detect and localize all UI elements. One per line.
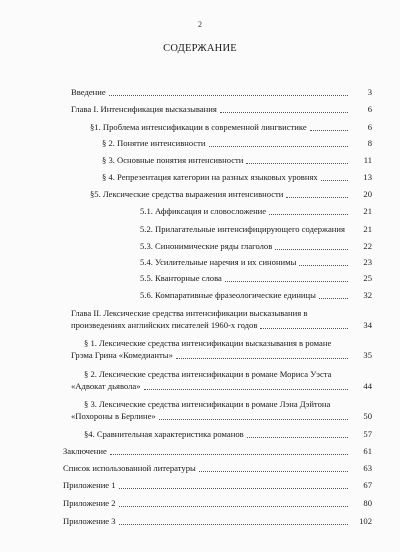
- toc-entry: [0, 479, 400, 491]
- leader-dots: [310, 130, 348, 131]
- leader-dots: [176, 358, 348, 359]
- toc-entry-page: 32: [363, 290, 372, 300]
- leader-dots: [246, 163, 348, 164]
- toc-entry: [0, 171, 400, 183]
- toc-entry-page: 44: [363, 381, 372, 391]
- toc-entry-page: 22: [363, 241, 372, 251]
- toc-entry-title: 5.3. Синонимические ряды глаголов: [140, 241, 273, 251]
- toc-entry-title: § 3. Основные понятия интенсивности: [102, 155, 244, 165]
- page-number: 2: [198, 20, 202, 29]
- toc-entry-title: 5.1. Аффиксация и словосложение: [140, 206, 267, 216]
- toc-entry-title: Глава II. Лексические средства интенсификации высказывания в: [71, 308, 308, 318]
- toc-entry: [0, 121, 400, 133]
- toc-entry-title: Заключение: [63, 446, 107, 456]
- toc-entry: [0, 86, 400, 98]
- toc-entry-page: 6: [367, 104, 372, 114]
- toc-entry-title: Приложение 2: [63, 498, 116, 508]
- toc-entry: [0, 337, 400, 349]
- leader-dots: [109, 95, 348, 96]
- toc-entry-page: 35: [363, 350, 372, 360]
- toc-entry: [0, 349, 400, 361]
- toc-entry-page: 34: [363, 320, 372, 330]
- leader-dots: [269, 214, 348, 215]
- toc-entry-page: 13: [363, 172, 372, 182]
- toc-entry-title: «Адвокат дьявола»: [71, 381, 141, 391]
- leader-dots: [286, 197, 348, 198]
- leader-dots: [119, 524, 348, 525]
- toc-entry-title: Введение: [71, 87, 106, 97]
- leader-dots: [209, 146, 348, 147]
- toc-entry-title: §1. Проблема интенсификации в современной лингвистике: [90, 122, 307, 132]
- toc-entry-title: § 1. Лексические средства интенсификации высказывания в романе: [84, 338, 332, 348]
- toc-entry: [0, 223, 400, 235]
- toc-entry-title: «Похороны в Берлине»: [71, 411, 156, 421]
- leader-dots: [321, 180, 348, 181]
- leader-dots: [319, 298, 348, 299]
- toc-entry: [0, 368, 400, 380]
- toc-entry-page: 3: [367, 87, 372, 97]
- toc-title: СОДЕРЖАНИЕ: [163, 43, 237, 54]
- toc-entry-page: 21: [363, 206, 372, 216]
- leader-dots: [247, 437, 348, 438]
- toc-entry: [0, 205, 400, 217]
- toc-entry-page: 25: [363, 273, 372, 283]
- toc-entry: [0, 154, 400, 166]
- toc-entry-page: 80: [363, 498, 372, 508]
- leader-dots: [220, 112, 348, 113]
- toc-entry: [0, 240, 400, 252]
- toc-entry: [0, 445, 400, 457]
- toc-entry: [0, 256, 400, 268]
- toc-entry: [0, 307, 400, 319]
- toc-entry: [0, 398, 400, 410]
- toc-entry-title: § 2. Лексические средства интенсификации в романе Мориса Уэста: [84, 369, 332, 379]
- toc-entry-title: произведениях английских писателей 1960-х годов: [71, 320, 258, 330]
- toc-entry-page: 50: [363, 411, 372, 421]
- toc-entry-title: Приложение 3: [63, 516, 116, 526]
- toc-entry-title: 5.4. Усилительные наречия и их синонимы: [140, 257, 297, 267]
- toc-entry-page: 102: [359, 516, 372, 526]
- toc-entry-title: Грэма Грина «Комедианты»: [71, 350, 173, 360]
- toc-entry: [0, 380, 400, 392]
- leader-dots: [225, 281, 348, 282]
- toc-entry-title: § 4. Репрезентация категории на разных языковых уровнях: [102, 172, 318, 182]
- leader-dots: [299, 265, 348, 266]
- toc-entry-page: 6: [367, 122, 372, 132]
- toc-entry: [0, 410, 400, 422]
- toc-entry-title: §5. Лексические средства выражения интенсивности: [90, 189, 284, 199]
- toc-entry-page: 8: [367, 138, 372, 148]
- leader-dots: [110, 454, 348, 455]
- toc-entry-page: 67: [363, 480, 372, 490]
- leader-dots: [275, 249, 348, 250]
- leader-dots: [159, 419, 348, 420]
- toc-entry: [0, 319, 400, 331]
- toc-entry-title: 5.5. Кванторные слова: [140, 273, 222, 283]
- leader-dots: [144, 389, 348, 390]
- toc-entry-page: 23: [363, 257, 372, 267]
- toc-entry: [0, 137, 400, 149]
- toc-entry: [0, 289, 400, 301]
- toc-entry: [0, 497, 400, 509]
- toc-entry-title: § 3. Лексические средства интенсификации в романе Лэна Дэйтона: [84, 399, 331, 409]
- leader-dots: [119, 488, 348, 489]
- toc-entry: [0, 272, 400, 284]
- toc-entry: [0, 188, 400, 200]
- leader-dots: [119, 506, 348, 507]
- toc-entry-title: §4. Сравнительная характеристика романов: [84, 429, 244, 439]
- toc-entry: [0, 428, 400, 440]
- toc-entry-page: 57: [363, 429, 372, 439]
- toc-entry-title: 5.2. Прилагательные интенсифицирующего содержания: [140, 224, 345, 234]
- toc-entry-title: Глава I. Интенсификация высказывания: [71, 104, 217, 114]
- toc-entry-page: 61: [363, 446, 372, 456]
- toc-entry-title: § 2. Понятие интенсивности: [102, 138, 206, 148]
- toc-entry-page: 20: [363, 189, 372, 199]
- toc-entry-page: 63: [363, 463, 372, 473]
- leader-dots: [260, 328, 348, 329]
- toc-entry: [0, 103, 400, 115]
- toc-entry-title: Приложение 1: [63, 480, 116, 490]
- toc-entry-title: 5.6. Компаративные фразеологические единицы: [140, 290, 316, 300]
- toc-entry-title: Список использованной литературы: [63, 463, 196, 473]
- toc-entry-page: 21: [363, 224, 372, 234]
- leader-dots: [199, 471, 348, 472]
- toc-entry: [0, 515, 400, 527]
- toc-entry-page: 11: [363, 155, 372, 165]
- toc-entry: [0, 462, 400, 474]
